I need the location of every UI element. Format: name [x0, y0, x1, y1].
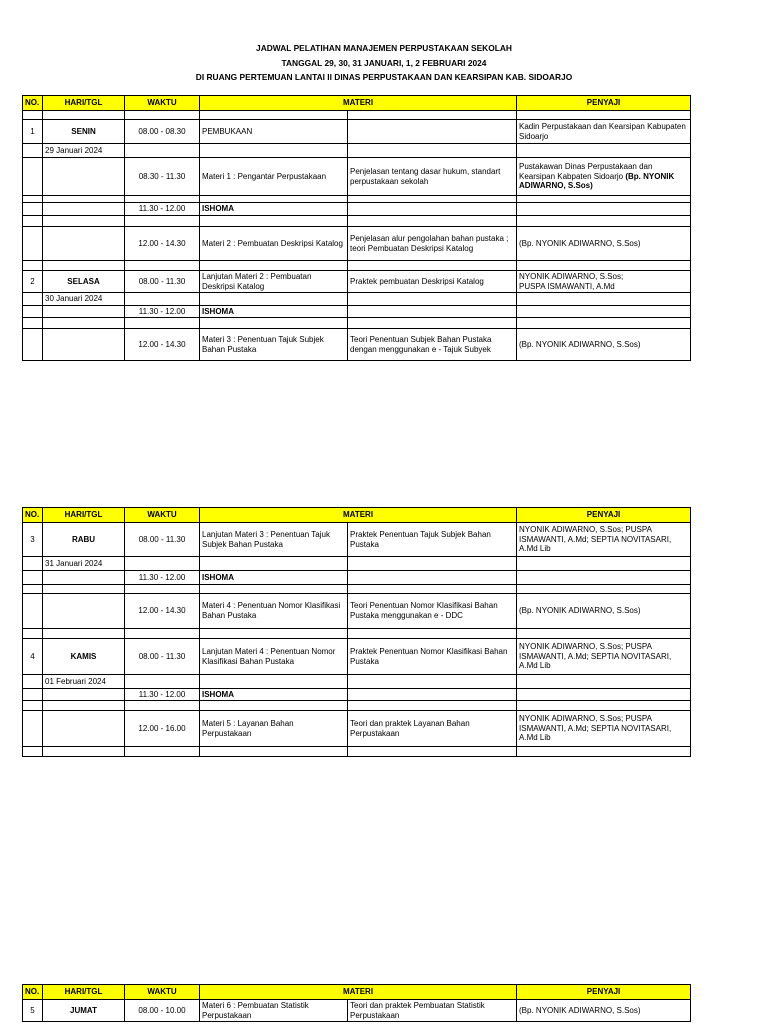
- col-penyaji-header: PENYAJI: [517, 985, 691, 1000]
- schedule-table-3: [22, 984, 691, 1022]
- row-presenter: (Bp. NYONIK ADIWARNO, S.Sos): [517, 1000, 691, 1022]
- spacer-row: [23, 111, 691, 120]
- table-row: [23, 594, 691, 629]
- row-materi: PEMBUKAAN: [200, 120, 348, 144]
- row-time: 12.00 - 16.00: [125, 711, 200, 747]
- row-time: 12.00 - 14.30: [125, 594, 200, 629]
- row-detail: Teori Penentuan Subjek Bahan Pustaka dengan menggunakan e - Tajuk Subyek: [348, 329, 517, 361]
- row-detail: Praktek pembuatan Deskripsi Katalog: [348, 271, 517, 293]
- header-dates: TANGGAL 29, 30, 31 JANUARI, 1, 2 FEBRUARI 2024: [281, 57, 487, 68]
- row-detail: Praktek Penentuan Tajuk Subjek Bahan Pustaka: [348, 523, 517, 557]
- table-row: [23, 293, 691, 306]
- col-penyaji-header: PENYAJI: [517, 96, 691, 111]
- row-date: 30 Januari 2024: [43, 293, 125, 306]
- row-materi: Lanjutan Materi 3 : Penentuan Tajuk Subjek Bahan Pustaka: [200, 523, 348, 557]
- row-presenter: Kadin Perpustakaan dan Kearsipan Kabupaten Sidoarjo: [517, 120, 691, 144]
- row-materi: ISHOMA: [200, 571, 348, 585]
- spacer-row: [23, 196, 691, 203]
- row-time: 11.30 - 12.00: [125, 689, 200, 701]
- row-presenter: (Bp. NYONIK ADIWARNO, S.Sos): [517, 227, 691, 261]
- row-detail: Teori Penentuan Nomor Klasifikasi Bahan Pustaka menggunakan e - DDC: [348, 594, 517, 629]
- table-header-row: [23, 508, 691, 523]
- table-row: [23, 306, 691, 318]
- spacer-row: [23, 318, 691, 329]
- row-no: 5: [23, 1000, 43, 1022]
- row-day: RABU: [43, 523, 125, 557]
- table-header-row: [23, 96, 691, 111]
- row-time: 08.30 - 11.30: [125, 158, 200, 196]
- row-materi: ISHOMA: [200, 689, 348, 701]
- row-date: 29 Januari 2024: [43, 144, 125, 158]
- col-hari-header: HARI/TGL: [43, 508, 125, 523]
- row-materi: ISHOMA: [200, 306, 348, 318]
- row-presenter: [517, 158, 691, 196]
- row-detail: Teori dan praktek Pembuatan Statistik Perpustakaan: [348, 1000, 517, 1022]
- row-no: 4: [23, 639, 43, 675]
- header-title: JADWAL PELATIHAN MANAJEMEN PERPUSTAKAAN SEKOLAH: [256, 43, 512, 53]
- row-date: 31 Januari 2024: [43, 557, 125, 571]
- row-materi: Lanjutan Materi 4 : Penentuan Nomor Klasifikasi Bahan Pustaka: [200, 639, 348, 675]
- row-day: JUMAT: [43, 1000, 125, 1022]
- table-row: [23, 120, 691, 144]
- row-detail: Penjelasan tentang dasar hukum, standart perpustakaan sekolah: [348, 158, 517, 196]
- row-detail: [348, 120, 517, 144]
- header-location: DI RUANG PERTEMUAN LANTAI II DINAS PERPUSTAKAAN DAN KEARSIPAN KAB. SIDOARJO: [195, 72, 573, 82]
- row-materi: Materi 4 : Penentuan Nomor Klasifikasi Bahan Pustaka: [200, 594, 348, 629]
- row-time: 11.30 - 12.00: [125, 203, 200, 216]
- row-day: SENIN: [43, 120, 125, 144]
- table-row: [23, 1000, 691, 1022]
- row-detail: Praktek Penentuan Nomor Klasifikasi Bahan Pustaka: [348, 639, 517, 675]
- row-presenter: (Bp. NYONIK ADIWARNO, S.Sos): [517, 329, 691, 361]
- table-row: [23, 158, 691, 196]
- table-row: [23, 271, 691, 293]
- col-waktu-header: WAKTU: [125, 985, 200, 1000]
- spacer-row: [23, 261, 691, 271]
- table-row: [23, 557, 691, 571]
- table-row: [23, 711, 691, 747]
- table-row: [23, 227, 691, 261]
- col-materi-header: MATERI: [200, 508, 517, 523]
- row-presenter: NYONIK ADIWARNO, S.Sos; PUSPA ISMAWANTI, A.Md; SEPTIA NOVITASARI, A.Md Lib: [517, 711, 691, 747]
- table-row: [23, 675, 691, 689]
- spacer-row: [23, 585, 691, 594]
- row-date: 01 Februari 2024: [43, 675, 125, 689]
- col-no-header: NO.: [23, 985, 43, 1000]
- row-no: 2: [23, 271, 43, 293]
- row-time: 08.00 - 11.30: [125, 523, 200, 557]
- row-day: KAMIS: [43, 639, 125, 675]
- row-time: 12.00 - 14.30: [125, 329, 200, 361]
- presenter-text: Pustakawan Dinas Perpustakaan dan Kearsipan Kabpaten Sidoarjo: [519, 162, 653, 181]
- table-row: [23, 329, 691, 361]
- col-hari-header: HARI/TGL: [43, 985, 125, 1000]
- row-presenter: NYONIK ADIWARNO, S.Sos; PUSPA ISMAWANTI, A.Md; SEPTIA NOVITASARI, A.Md Lib: [517, 523, 691, 557]
- spacer-row: [23, 216, 691, 227]
- spacer-row: [23, 629, 691, 639]
- col-materi-header: MATERI: [200, 96, 517, 111]
- col-materi-header: MATERI: [200, 985, 517, 1000]
- row-detail: Teori dan praktek Layanan Bahan Perpustakaan: [348, 711, 517, 747]
- row-materi: Materi 3 : Penentuan Tajuk Subjek Bahan Pustaka: [200, 329, 348, 361]
- col-waktu-header: WAKTU: [125, 508, 200, 523]
- table-row: [23, 203, 691, 216]
- row-materi: Materi 1 : Pengantar Perpustakaan: [200, 158, 348, 196]
- row-presenter: (Bp. NYONIK ADIWARNO, S.Sos): [517, 594, 691, 629]
- col-hari-header: HARI/TGL: [43, 96, 125, 111]
- table-row: [23, 144, 691, 158]
- row-time: 08.00 - 11.30: [125, 639, 200, 675]
- table-row: [23, 639, 691, 675]
- row-materi: Materi 6 : Pembuatan Statistik Perpustakaan: [200, 1000, 348, 1022]
- row-time: 11.30 - 12.00: [125, 571, 200, 585]
- schedule-table-2: [22, 507, 691, 757]
- table-row: [23, 523, 691, 557]
- row-materi: Materi 2 : Pembuatan Deskripsi Katalog: [200, 227, 348, 261]
- spacer-row: [23, 747, 691, 757]
- row-materi: Lanjutan Materi 2 : Pembuatan Deskripsi Katalog: [200, 271, 348, 293]
- row-time: 12.00 - 14.30: [125, 227, 200, 261]
- schedule-table-1: [22, 95, 691, 361]
- col-no-header: NO.: [23, 96, 43, 111]
- row-detail: Penjelasan alur pengolahan bahan pustaka ; teori Pembuatan Deskripsi Katalog: [348, 227, 517, 261]
- col-no-header: NO.: [23, 508, 43, 523]
- document-header: [0, 41, 768, 85]
- row-time: 11.30 - 12.00: [125, 306, 200, 318]
- row-time: 08.00 - 08.30: [125, 120, 200, 144]
- table-header-row: [23, 985, 691, 1000]
- row-time: 08.00 - 10.00: [125, 1000, 200, 1022]
- table-row: [23, 571, 691, 585]
- spacer-row: [23, 701, 691, 711]
- row-materi: Materi 5 : Layanan Bahan Perpustakaan: [200, 711, 348, 747]
- row-materi: ISHOMA: [200, 203, 348, 216]
- row-presenter: NYONIK ADIWARNO, S.Sos; PUSPA ISMAWANTI, A.Md; SEPTIA NOVITASARI, A.Md Lib: [517, 639, 691, 675]
- row-no: 1: [23, 120, 43, 144]
- row-no: 3: [23, 523, 43, 557]
- col-waktu-header: WAKTU: [125, 96, 200, 111]
- row-presenter: NYONIK ADIWARNO, S.Sos; PUSPA ISMAWANTI, A.Md: [517, 271, 691, 293]
- table-row: [23, 689, 691, 701]
- row-time: 08.00 - 11.30: [125, 271, 200, 293]
- presenter-name: (Bp. NYONIK ADIWARNO, S.Sos): [519, 171, 675, 191]
- col-penyaji-header: PENYAJI: [517, 508, 691, 523]
- row-day: SELASA: [43, 271, 125, 293]
